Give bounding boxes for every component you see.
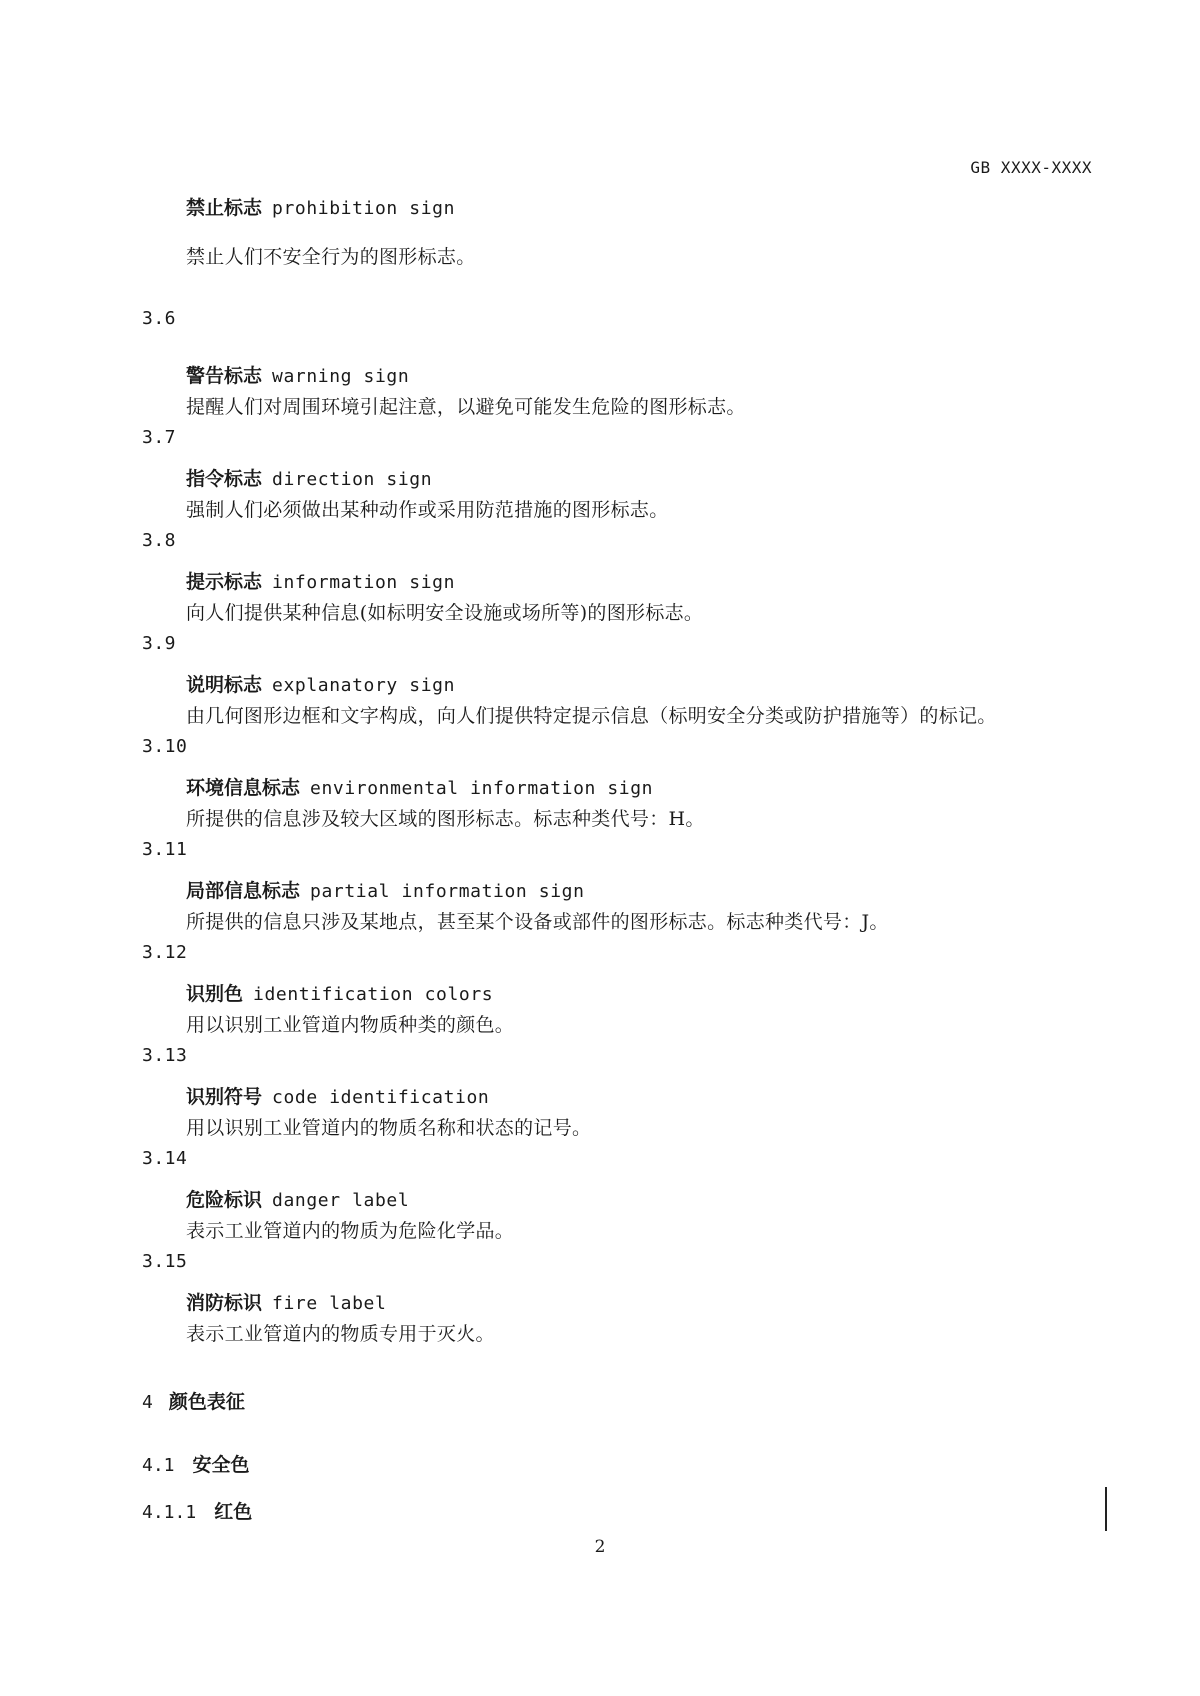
term-zh: 提示标志	[186, 571, 263, 593]
section-title: 安全色	[192, 1454, 250, 1476]
clause-number: 3.14	[142, 1148, 188, 1169]
term-line	[186, 982, 493, 1007]
term-zh: 危险标识	[186, 1189, 263, 1211]
term-en: direction sign	[272, 469, 433, 490]
term-en: prohibition sign	[272, 198, 456, 219]
term-definition: 所提供的信息只涉及某地点，甚至某个设备或部件的图形标志。标志种类代号：J。	[186, 911, 889, 933]
term-definition: 由几何图形边框和文字构成，向人们提供特定提示信息（标明安全分类或防护措施等）的标记。	[186, 705, 997, 727]
term-zh: 识别符号	[186, 1086, 263, 1108]
standard-code: GB XXXX-XXXX	[970, 158, 1092, 177]
subsection-heading	[142, 1453, 250, 1478]
section-number: 4.1	[142, 1455, 175, 1476]
term-en: warning sign	[272, 366, 410, 387]
term-en: environmental information sign	[310, 778, 654, 799]
term-en: information sign	[272, 572, 456, 593]
term-definition: 强制人们必须做出某种动作或采用防范措施的图形标志。	[186, 499, 669, 521]
term-zh: 环境信息标志	[186, 777, 301, 799]
revision-mark	[1105, 1487, 1107, 1531]
term-zh: 局部信息标志	[186, 880, 301, 902]
term-line	[186, 1291, 386, 1316]
term-definition: 提醒人们对周围环境引起注意，以避免可能发生危险的图形标志。	[186, 396, 746, 418]
clause-number: 3.6	[142, 308, 177, 329]
term-definition: 所提供的信息涉及较大区域的图形标志。标志种类代号：H。	[186, 808, 705, 830]
clause-number: 3.13	[142, 1045, 188, 1066]
term-zh: 指令标志	[186, 468, 263, 490]
term-zh: 识别色	[186, 983, 244, 1005]
clause-number: 3.9	[142, 633, 177, 654]
term-line	[186, 1085, 489, 1110]
term-definition: 用以识别工业管道内物质种类的颜色。	[186, 1014, 515, 1036]
term-en: fire label	[272, 1293, 387, 1314]
term-en: explanatory sign	[272, 675, 456, 696]
clause-number: 3.7	[142, 427, 177, 448]
term-en: identification colors	[253, 984, 494, 1005]
term-line	[186, 467, 432, 492]
page-number: 2	[594, 1537, 606, 1557]
clause-number: 3.8	[142, 530, 177, 551]
term-line	[186, 364, 409, 389]
clause-number: 3.15	[142, 1251, 188, 1272]
term-definition: 禁止人们不安全行为的图形标志。	[186, 246, 476, 268]
term-zh: 说明标志	[186, 674, 263, 696]
section-title: 颜色表征	[168, 1391, 245, 1413]
section-number: 4.1.1	[142, 1502, 197, 1523]
section-heading	[142, 1390, 245, 1415]
term-definition: 表示工业管道内的物质专用于灭火。	[186, 1323, 495, 1345]
term-line	[186, 673, 455, 698]
term-definition: 用以识别工业管道内的物质名称和状态的记号。	[186, 1117, 592, 1139]
clause-number: 3.10	[142, 736, 188, 757]
section-title: 红色	[214, 1501, 253, 1523]
term-en: danger label	[272, 1190, 410, 1211]
clause-number: 3.12	[142, 942, 188, 963]
term-line	[186, 776, 653, 801]
term-en: partial information sign	[310, 881, 585, 902]
term-definition: 表示工业管道内的物质为危险化学品。	[186, 1220, 515, 1242]
term-definition: 向人们提供某种信息(如标明安全设施或场所等)的图形标志。	[186, 602, 704, 624]
term-line	[186, 196, 455, 221]
section-number: 4	[142, 1392, 153, 1413]
term-line	[186, 1188, 409, 1213]
term-en: code identification	[272, 1087, 490, 1108]
term-line	[186, 879, 585, 904]
term-line	[186, 570, 455, 595]
term-zh: 禁止标志	[186, 197, 263, 219]
term-zh: 警告标志	[186, 365, 263, 387]
clause-number: 3.11	[142, 839, 188, 860]
subsubsection-heading	[142, 1500, 252, 1525]
term-zh: 消防标识	[186, 1292, 263, 1314]
